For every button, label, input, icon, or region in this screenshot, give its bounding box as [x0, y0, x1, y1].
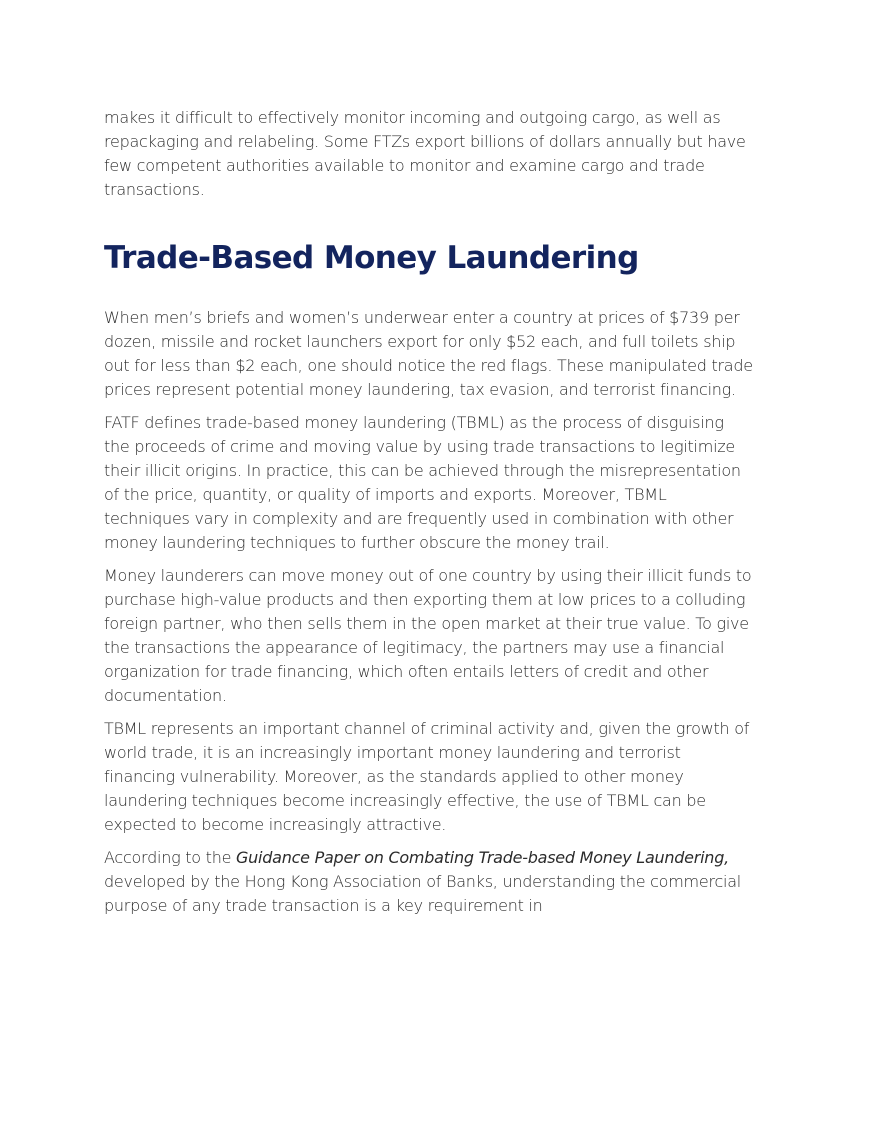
body-paragraph-1: When men’s briefs and women’s underwear enter a country at prices of $739 per dozen, missile and rocket launchers export for only $52 each, and full toilets ship out for less than $2 each, one should notice the red flags. These manipulated trade prices represent potential money laundering, tax evasion, and terrorist financing. [104, 308, 753, 399]
body-paragraph-5 [104, 846, 754, 918]
guidance-paper-title: Guidance Paper on Combating Trade-based Money Laundering, [236, 848, 729, 867]
document-page [104, 106, 754, 927]
body-paragraph-4: TBML represents an important channel of criminal activity and, given the growth of world trade, it is an increasingly important money laundering and terrorist financing vulnerability. Moreover, as the standards applied to other money laundering techniques become increasingly effective, the use of TBML can be expected to become increasingly attractive. [104, 719, 750, 834]
section-heading: Trade-Based Money Laundering [104, 240, 639, 276]
intro-paragraph: makes it difficult to effectively monitor incoming and outgoing cargo, as well as repackaging and relabeling. Some FTZs export billions of dollars annually but have few competent authorities available to monitor and examine cargo and trade transactions. [104, 108, 746, 199]
paragraph-suffix: developed by the Hong Kong Association of Banks, understanding the commercial purpose of any trade transaction is a key requirement in [104, 872, 741, 915]
body-paragraph-3: Money launderers can move money out of one country by using their illicit funds to purchase high-value products and then exporting them at low prices to a colluding foreign partner, who then sells them in the open market at their true value. To give the transactions the appearance of legitimacy, the partners may use a financial organization for trade financing, which often entails letters of credit and other documentation. [104, 566, 752, 705]
paragraph-prefix: According to the [104, 848, 237, 867]
body-paragraph-2: FATF defines trade-based money laundering (TBML) as the process of disguising the proceeds of crime and moving value by using trade transactions to legitimize their illicit origins. In practice, this can be achieved through the misrepresentation of the price, quantity, or quality of imports and exports. Moreover, TBML techniques vary in complexity and are frequently used in combination with other money laundering techniques to further obscure the money trail. [104, 413, 741, 552]
